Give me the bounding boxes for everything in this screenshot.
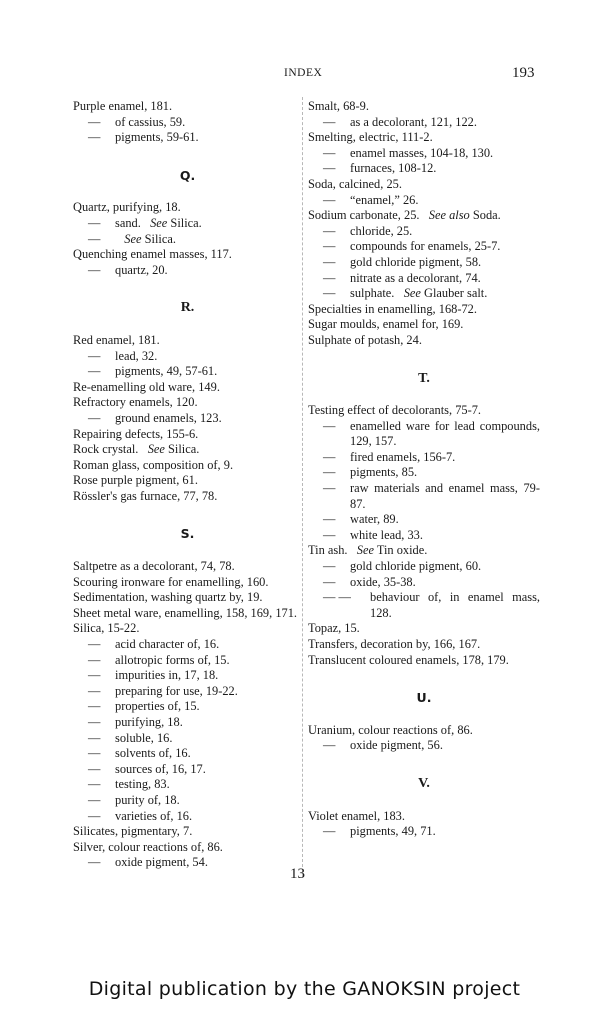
entry-text: Roman glass, composition of, 9. bbox=[73, 457, 234, 472]
index-entry bbox=[73, 247, 302, 263]
index-subentry bbox=[308, 481, 540, 512]
section-letter-heading: T. bbox=[418, 370, 430, 386]
index-subentry bbox=[308, 286, 540, 302]
index-subentry bbox=[73, 777, 302, 793]
see-reference-target: Soda. bbox=[472, 208, 501, 223]
signature-mark: 13 bbox=[290, 866, 305, 882]
ditto-dash: — bbox=[88, 215, 101, 230]
index-entry bbox=[308, 621, 540, 637]
index-subentry bbox=[308, 559, 540, 575]
ditto-dash: — bbox=[88, 730, 101, 745]
ditto-dash: — bbox=[88, 114, 101, 129]
index-subentry bbox=[308, 419, 540, 450]
index-subentry bbox=[308, 824, 540, 840]
index-subentry bbox=[308, 239, 540, 255]
index-entry bbox=[308, 177, 540, 193]
index-entry bbox=[308, 543, 540, 559]
index-subentry bbox=[308, 161, 540, 177]
column-divider bbox=[302, 97, 303, 877]
index-entry bbox=[73, 590, 302, 606]
entry-text: enamelled ware for lead compounds, 129, 157. bbox=[350, 418, 540, 449]
index-entry bbox=[73, 575, 302, 591]
ditto-dash: — bbox=[88, 808, 101, 823]
see-reference-target: Silica. bbox=[170, 215, 202, 230]
entry-text: fired enamels, 156-7. bbox=[350, 449, 456, 464]
see-reference-target: Tin oxide. bbox=[376, 543, 428, 558]
entry-text: water, 89. bbox=[350, 512, 399, 527]
entry-text: furnaces, 108-12. bbox=[350, 161, 437, 176]
index-entry bbox=[73, 427, 302, 443]
ditto-dash: — bbox=[88, 777, 101, 792]
section-letter-heading: Q. bbox=[179, 167, 196, 183]
index-subentry bbox=[73, 115, 302, 131]
entry-text: Sedimentation, washing quartz by, 19. bbox=[73, 590, 263, 605]
ditto-dash: — bbox=[88, 668, 101, 683]
entry-text: Silica, 15-22. bbox=[73, 621, 140, 636]
index-entry bbox=[73, 380, 302, 396]
index-entry bbox=[73, 824, 302, 840]
index-subentry bbox=[73, 349, 302, 365]
entry-text: nitrate as a decolorant, 74. bbox=[350, 270, 481, 285]
index-subentry bbox=[308, 224, 540, 240]
ditto-dash: — bbox=[323, 512, 336, 527]
ditto-dash: — bbox=[323, 254, 336, 269]
entry-text: Saltpetre as a decolorant, 74, 78. bbox=[73, 559, 235, 574]
index-subentry bbox=[308, 512, 540, 528]
ditto-dash: — bbox=[323, 286, 336, 301]
index-entry bbox=[308, 723, 540, 739]
entry-text: Red enamel, 181. bbox=[73, 332, 160, 347]
index-entry bbox=[73, 458, 302, 474]
entry-text: Sugar moulds, enamel for, 169. bbox=[308, 317, 464, 332]
entry-text: Purple enamel, 181. bbox=[73, 99, 173, 113]
entry-text: Testing effect of decolorants, 75-7. bbox=[308, 403, 482, 418]
index-subentry bbox=[73, 216, 302, 232]
index-entry bbox=[308, 809, 540, 825]
entry-text: oxide, 35-38. bbox=[350, 574, 416, 589]
ditto-dash: — bbox=[323, 239, 336, 254]
index-subentry bbox=[308, 590, 540, 621]
index-entry bbox=[308, 208, 540, 224]
entry-text: Transfers, decoration by, 166, 167. bbox=[308, 637, 481, 651]
entry-text: Quenching enamel masses, 117. bbox=[73, 247, 232, 262]
ditto-dash: — bbox=[323, 223, 336, 238]
entry-text: solvents of, 16. bbox=[115, 746, 191, 761]
index-entry bbox=[73, 840, 302, 856]
index-subentry bbox=[308, 193, 540, 209]
entry-text: soluble, 16. bbox=[115, 730, 173, 745]
see-reference-label: See bbox=[124, 231, 142, 246]
ditto-dash: — bbox=[88, 231, 101, 246]
entry-text: Repairing defects, 155-6. bbox=[73, 426, 199, 441]
see-reference-label: See bbox=[150, 215, 168, 230]
entry-text: impurities in, 17, 18. bbox=[115, 668, 219, 683]
ditto-dash: — bbox=[323, 481, 336, 496]
see-reference-target: Silica. bbox=[168, 442, 200, 457]
ditto-dash: — bbox=[323, 145, 336, 160]
page-number: 193 bbox=[512, 65, 535, 81]
see-reference-label: See also bbox=[428, 208, 470, 223]
entry-text: Violet enamel, 183. bbox=[308, 808, 405, 823]
entry-text: pigments, 59-61. bbox=[115, 130, 199, 145]
section-letter-heading: V. bbox=[418, 775, 430, 791]
section-letter-heading: R. bbox=[180, 300, 195, 316]
ditto-dash: — bbox=[88, 715, 101, 729]
ditto-dash: — bbox=[323, 114, 336, 129]
index-entry bbox=[308, 403, 540, 419]
entry-text: Sulphate of potash, 24. bbox=[308, 332, 422, 347]
entry-text: raw materials and enamel mass, 79-87. bbox=[350, 481, 540, 511]
entry-text: Sodium carbonate, 25. bbox=[308, 208, 420, 223]
index-entry bbox=[308, 653, 540, 669]
index-subentry bbox=[73, 746, 302, 762]
index-entry bbox=[73, 442, 302, 458]
index-subentry bbox=[73, 715, 302, 731]
entry-text: Topaz, 15. bbox=[308, 621, 360, 636]
ditto-dash: — bbox=[323, 270, 336, 285]
index-column-right bbox=[308, 99, 540, 840]
index-entry bbox=[73, 489, 302, 505]
entry-text: behaviour of, in enamel mass, 128. bbox=[370, 590, 540, 620]
entry-text: enamel masses, 104-18, 130. bbox=[350, 145, 494, 160]
index-entry bbox=[308, 317, 540, 333]
entry-text: purifying, 18. bbox=[115, 715, 183, 729]
index-subentry bbox=[73, 232, 302, 248]
entry-text: testing, 83. bbox=[115, 777, 170, 792]
ditto-dash: — bbox=[88, 761, 101, 776]
ditto-dash: — bbox=[88, 637, 101, 652]
ditto-dash: — bbox=[88, 699, 101, 714]
index-entry bbox=[308, 99, 540, 115]
running-head bbox=[0, 67, 609, 87]
ditto-dash: — bbox=[323, 738, 336, 753]
entry-text: chloride, 25. bbox=[350, 223, 413, 238]
ditto-dash: — bbox=[88, 792, 101, 807]
entry-text: “enamel,” 26. bbox=[350, 192, 419, 207]
index-subentry bbox=[308, 450, 540, 466]
ditto-dash: — bbox=[323, 824, 336, 839]
ditto-dash: — bbox=[323, 449, 336, 464]
section-letter-heading: S. bbox=[180, 526, 195, 542]
entry-text: gold chloride pigment, 60. bbox=[350, 559, 482, 574]
entry-text: quartz, 20. bbox=[115, 262, 168, 277]
ditto-dash: — bbox=[88, 855, 101, 870]
index-entry bbox=[73, 559, 302, 575]
index-subentry bbox=[73, 130, 302, 146]
index-entry bbox=[73, 200, 302, 216]
index-subentry bbox=[73, 263, 302, 279]
entry-text: sulphate. bbox=[350, 286, 395, 301]
index-entry bbox=[73, 606, 302, 622]
ditto-dash: — bbox=[323, 527, 336, 542]
entry-text: as a decolorant, 121, 122. bbox=[350, 114, 477, 129]
entry-text: acid character of, 16. bbox=[115, 637, 220, 652]
entry-text: Smelting, electric, 111-2. bbox=[308, 130, 433, 145]
entry-text: Tin ash. bbox=[308, 543, 348, 558]
index-subentry bbox=[73, 411, 302, 427]
publication-footer: Digital publication by the GANOKSIN project bbox=[88, 978, 521, 1000]
entry-text: oxide pigment, 54. bbox=[115, 855, 208, 870]
entry-text: Translucent coloured enamels, 178, 179. bbox=[308, 652, 509, 667]
see-reference-target: Silica. bbox=[144, 231, 176, 246]
see-reference-label: See bbox=[147, 442, 165, 457]
see-reference-label: See bbox=[356, 543, 374, 558]
entry-text: sand. bbox=[115, 215, 141, 230]
entry-text: Silicates, pigmentary, 7. bbox=[73, 824, 193, 839]
entry-text: oxide pigment, 56. bbox=[350, 738, 443, 753]
index-entry bbox=[73, 621, 302, 637]
section-letter-heading: U. bbox=[416, 690, 432, 706]
entry-text: varieties of, 16. bbox=[115, 808, 193, 823]
ditto-dash: — bbox=[88, 348, 101, 363]
entry-text: Smalt, 68-9. bbox=[308, 99, 369, 113]
entry-text: pigments, 85. bbox=[350, 465, 418, 480]
index-subentry bbox=[73, 762, 302, 778]
entry-text: Re-enamelling old ware, 149. bbox=[73, 379, 220, 394]
entry-text: Scouring ironware for enamelling, 160. bbox=[73, 574, 269, 589]
index-entry bbox=[308, 302, 540, 318]
ditto-dash: — bbox=[323, 465, 336, 480]
entry-text: of cassius, 59. bbox=[115, 114, 186, 129]
index-subentry bbox=[73, 668, 302, 684]
index-subentry bbox=[73, 637, 302, 653]
ditto-dash: — bbox=[323, 418, 336, 433]
ditto-dash: — bbox=[88, 746, 101, 761]
entry-text: Rock crystal. bbox=[73, 442, 139, 457]
entry-text: Specialties in enamelling, 168-72. bbox=[308, 301, 477, 316]
index-subentry bbox=[73, 364, 302, 380]
index-subentry bbox=[73, 809, 302, 825]
index-subentry bbox=[73, 684, 302, 700]
entry-text: allotropic forms of, 15. bbox=[115, 652, 230, 667]
running-head-title: INDEX bbox=[284, 67, 323, 79]
entry-text: Sheet metal ware, enamelling, 158, 169, 171. bbox=[73, 605, 298, 620]
index-subentry bbox=[73, 699, 302, 715]
index-subentry bbox=[73, 731, 302, 747]
index-entry bbox=[73, 333, 302, 349]
entry-text: properties of, 15. bbox=[115, 699, 200, 714]
entry-text: preparing for use, 19-22. bbox=[115, 683, 238, 698]
index-entry bbox=[73, 473, 302, 489]
entry-text: white lead, 33. bbox=[350, 527, 423, 542]
ditto-dash: — bbox=[323, 161, 336, 176]
entry-text: compounds for enamels, 25-7. bbox=[350, 239, 501, 254]
see-reference-target: Glauber salt. bbox=[424, 286, 488, 301]
index-subentry bbox=[308, 465, 540, 481]
index-subentry bbox=[308, 115, 540, 131]
index-entry bbox=[308, 333, 540, 349]
ditto-dash: — bbox=[323, 192, 336, 207]
entry-text: lead, 32. bbox=[115, 348, 158, 363]
entry-text: Silver, colour reactions of, 86. bbox=[73, 839, 223, 854]
index-subentry bbox=[308, 575, 540, 591]
entry-text: Soda, calcined, 25. bbox=[308, 176, 402, 191]
entry-text: Uranium, colour reactions of, 86. bbox=[308, 722, 473, 737]
ditto-dash: — bbox=[88, 410, 101, 425]
index-subentry bbox=[73, 793, 302, 809]
entry-text: ground enamels, 123. bbox=[115, 410, 222, 425]
entry-text: sources of, 16, 17. bbox=[115, 761, 206, 776]
index-subentry bbox=[308, 146, 540, 162]
ditto-dash: — bbox=[88, 683, 101, 698]
index-subentry bbox=[73, 855, 302, 871]
entry-text: Rose purple pigment, 61. bbox=[73, 473, 198, 488]
ditto-dash: — bbox=[323, 574, 336, 589]
index-subentry bbox=[73, 653, 302, 669]
ditto-dash: — bbox=[88, 130, 101, 145]
index-subentry bbox=[308, 255, 540, 271]
entry-text: pigments, 49, 71. bbox=[350, 824, 436, 839]
entry-text: pigments, 49, 57-61. bbox=[115, 364, 218, 379]
index-entry bbox=[73, 99, 302, 115]
entry-text: Rössler's gas furnace, 77, 78. bbox=[73, 488, 218, 503]
ditto-dash: — bbox=[88, 364, 101, 379]
ditto-dash: — bbox=[88, 262, 101, 277]
ditto-dash: — bbox=[323, 559, 336, 574]
index-subentry bbox=[308, 271, 540, 287]
index-subentry bbox=[308, 738, 540, 754]
ditto-dash: — bbox=[88, 652, 101, 667]
see-reference-label: See bbox=[403, 286, 421, 301]
entry-text: gold chloride pigment, 58. bbox=[350, 254, 482, 269]
index-subentry bbox=[308, 528, 540, 544]
entry-text: purity of, 18. bbox=[115, 792, 180, 807]
index-entry bbox=[308, 130, 540, 146]
ditto-dash: — — bbox=[323, 590, 351, 605]
index-entry bbox=[308, 637, 540, 653]
entry-text: Refractory enamels, 120. bbox=[73, 395, 198, 410]
entry-text: Quartz, purifying, 18. bbox=[73, 200, 181, 215]
index-column-left bbox=[73, 99, 302, 871]
index-entry bbox=[73, 395, 302, 411]
